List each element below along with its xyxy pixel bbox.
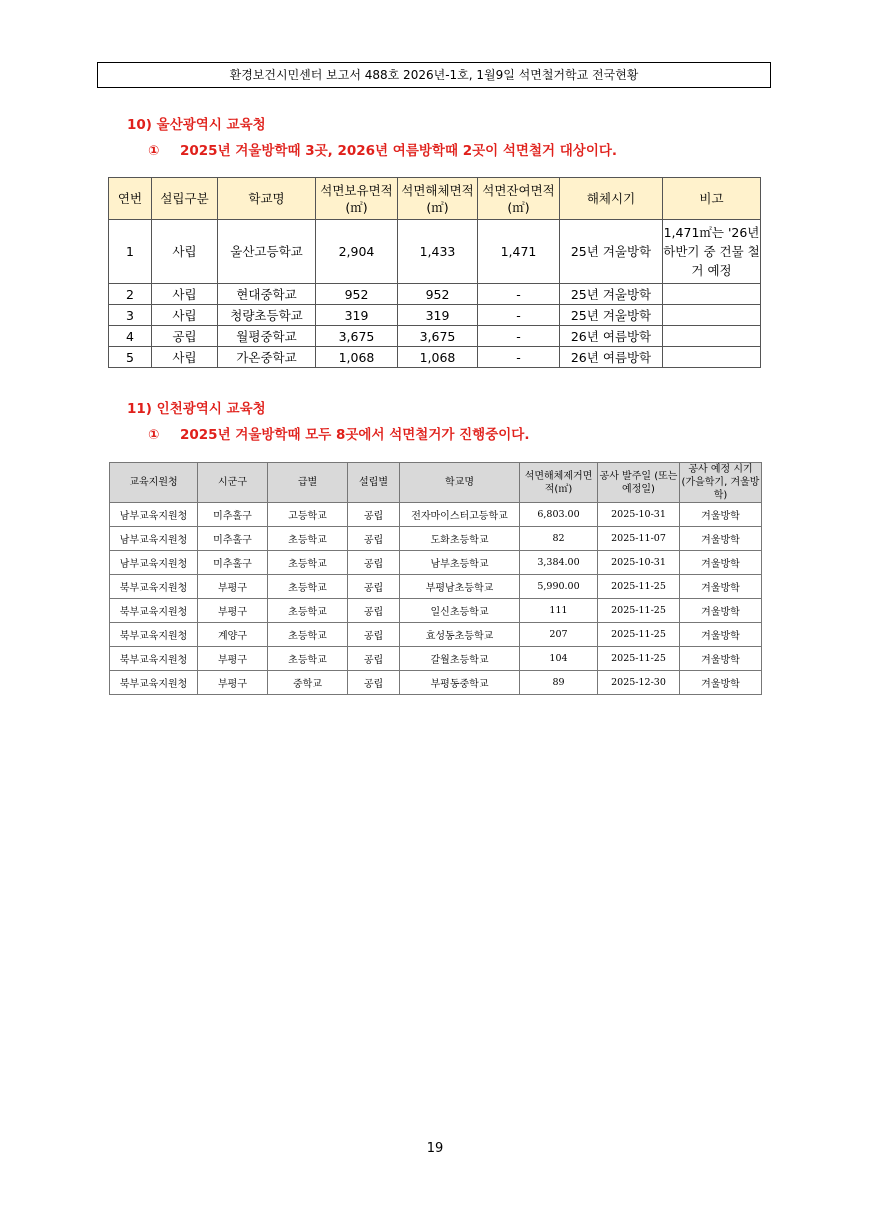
table-cell: 1,433 xyxy=(398,220,478,284)
table-cell: 공립 xyxy=(348,575,400,599)
section-11-title: 11) 인천광역시 교육청 xyxy=(127,401,266,417)
table-cell: 북부교육지원청 xyxy=(110,623,198,647)
table-cell: - xyxy=(478,347,560,368)
table-cell: 미추홀구 xyxy=(198,551,268,575)
table-cell: 952 xyxy=(398,284,478,305)
table-cell: 겨울방학 xyxy=(680,527,762,551)
table-row xyxy=(109,347,761,368)
column-header: 교육지원청 xyxy=(110,463,198,503)
table-cell: 북부교육지원청 xyxy=(110,575,198,599)
table-cell: - xyxy=(478,284,560,305)
table-cell: 청량초등학교 xyxy=(218,305,316,326)
bullet-1: ① xyxy=(148,143,160,159)
table-cell: 공립 xyxy=(348,671,400,695)
table-cell: 겨울방학 xyxy=(680,623,762,647)
table-header-row xyxy=(110,463,762,503)
table-cell: 3 xyxy=(109,305,152,326)
table-row xyxy=(110,503,762,527)
table-cell: 2025-11-25 xyxy=(598,575,680,599)
table-cell: 중학교 xyxy=(268,671,348,695)
table-cell: 319 xyxy=(398,305,478,326)
table-cell: 2025-11-25 xyxy=(598,623,680,647)
table-cell: 2025-11-25 xyxy=(598,599,680,623)
table-cell: 25년 겨울방학 xyxy=(560,284,663,305)
table-cell: 효성동초등학교 xyxy=(400,623,520,647)
table-cell: 부평구 xyxy=(198,575,268,599)
table-row xyxy=(109,305,761,326)
table-cell: 겨울방학 xyxy=(680,599,762,623)
column-header: 연번 xyxy=(109,178,152,220)
table-cell: 초등학교 xyxy=(268,599,348,623)
table-cell: 현대중학교 xyxy=(218,284,316,305)
section-11-subtitle-text: 2025년 겨울방학때 모두 8곳에서 석면철거가 진행중이다. xyxy=(180,427,530,443)
table-cell: - xyxy=(478,305,560,326)
column-header: 급별 xyxy=(268,463,348,503)
table-cell: 2025-10-31 xyxy=(598,551,680,575)
column-header: 석면해체제거면적(㎡) xyxy=(520,463,598,503)
table-cell: 부평동중학교 xyxy=(400,671,520,695)
table-row xyxy=(110,575,762,599)
table-cell: 2,904 xyxy=(316,220,398,284)
table-header-row xyxy=(109,178,761,220)
column-header: 해체시기 xyxy=(560,178,663,220)
table-cell: 갈월초등학교 xyxy=(400,647,520,671)
table-cell: 북부교육지원청 xyxy=(110,599,198,623)
table-cell: 104 xyxy=(520,647,598,671)
table-cell: 초등학교 xyxy=(268,647,348,671)
table-cell: 겨울방학 xyxy=(680,671,762,695)
table-cell: 26년 여름방학 xyxy=(560,326,663,347)
table-cell xyxy=(663,305,761,326)
table-cell: 전자마이스터고등학교 xyxy=(400,503,520,527)
table-cell: 6,803.00 xyxy=(520,503,598,527)
table-cell: 952 xyxy=(316,284,398,305)
column-header: 공사 예정 시기 (가을학기, 겨울방학) xyxy=(680,463,762,503)
table-cell: 2025-11-07 xyxy=(598,527,680,551)
table-cell xyxy=(663,284,761,305)
table-cell: 겨울방학 xyxy=(680,647,762,671)
table-cell: 공립 xyxy=(348,623,400,647)
table-cell: 월평중학교 xyxy=(218,326,316,347)
table-cell: 2 xyxy=(109,284,152,305)
table-cell: 겨울방학 xyxy=(680,503,762,527)
table-row xyxy=(110,671,762,695)
table-cell: 부평남초등학교 xyxy=(400,575,520,599)
table-cell: 1,471 xyxy=(478,220,560,284)
column-header: 공사 발주일 (또는 예정일) xyxy=(598,463,680,503)
section-10-subtitle xyxy=(148,139,617,159)
table-cell: 5 xyxy=(109,347,152,368)
table-cell: 남부교육지원청 xyxy=(110,551,198,575)
table-cell: 계양구 xyxy=(198,623,268,647)
table-cell: 북부교육지원청 xyxy=(110,671,198,695)
table-cell: 319 xyxy=(316,305,398,326)
table-row xyxy=(110,623,762,647)
table-cell: 미추홀구 xyxy=(198,527,268,551)
table-cell-note: 1,471㎡는 '26년 하반기 중 건물 철거 예정 xyxy=(663,220,761,284)
table-cell: 공립 xyxy=(348,647,400,671)
table-cell: 공립 xyxy=(152,326,218,347)
table-cell: 공립 xyxy=(348,599,400,623)
table-cell: 일신초등학교 xyxy=(400,599,520,623)
table-row xyxy=(109,284,761,305)
table-row xyxy=(110,599,762,623)
table-cell: 1 xyxy=(109,220,152,284)
table-cell: 4 xyxy=(109,326,152,347)
table-cell: 남부교육지원청 xyxy=(110,503,198,527)
table-cell: 가온중학교 xyxy=(218,347,316,368)
column-header: 시군구 xyxy=(198,463,268,503)
column-header: 석면해체면적(㎡) xyxy=(398,178,478,220)
table-cell: 부평구 xyxy=(198,599,268,623)
table-cell: 초등학교 xyxy=(268,551,348,575)
table-row xyxy=(109,326,761,347)
table-cell: 사립 xyxy=(152,284,218,305)
table-cell: 3,675 xyxy=(398,326,478,347)
table-cell: 3,384.00 xyxy=(520,551,598,575)
table-cell: 북부교육지원청 xyxy=(110,647,198,671)
column-header: 석면잔여면적(㎡) xyxy=(478,178,560,220)
section-11-subtitle xyxy=(148,423,529,443)
table-cell xyxy=(663,347,761,368)
table-cell: 111 xyxy=(520,599,598,623)
table-cell: 89 xyxy=(520,671,598,695)
table-cell: 도화초등학교 xyxy=(400,527,520,551)
table-cell: 사립 xyxy=(152,305,218,326)
table-cell: 25년 겨울방학 xyxy=(560,305,663,326)
table-cell: 2025-12-30 xyxy=(598,671,680,695)
table-cell: 부평구 xyxy=(198,671,268,695)
table-cell: 사립 xyxy=(152,347,218,368)
table-cell: 25년 겨울방학 xyxy=(560,220,663,284)
table-row xyxy=(110,527,762,551)
table-cell: 고등학교 xyxy=(268,503,348,527)
table-cell: 겨울방학 xyxy=(680,551,762,575)
table-cell: 3,675 xyxy=(316,326,398,347)
table-cell: 남부초등학교 xyxy=(400,551,520,575)
section-10-subtitle-text: 2025년 겨울방학때 3곳, 2026년 여름방학때 2곳이 석면철거 대상이다. xyxy=(180,143,618,159)
bullet-1: ① xyxy=(148,427,160,443)
table-cell: 5,990.00 xyxy=(520,575,598,599)
table-cell: 미추홀구 xyxy=(198,503,268,527)
column-header: 학교명 xyxy=(218,178,316,220)
table-cell: 82 xyxy=(520,527,598,551)
column-header: 설립별 xyxy=(348,463,400,503)
table-cell: 1,068 xyxy=(398,347,478,368)
ulsan-asbestos-table xyxy=(108,177,761,368)
table-cell xyxy=(663,326,761,347)
table-cell: 공립 xyxy=(348,551,400,575)
table-cell: 남부교육지원청 xyxy=(110,527,198,551)
column-header: 석면보유면적(㎡) xyxy=(316,178,398,220)
table-cell: 1,068 xyxy=(316,347,398,368)
table-cell: 26년 여름방학 xyxy=(560,347,663,368)
table-row xyxy=(109,220,761,284)
table-cell: 초등학교 xyxy=(268,575,348,599)
table-cell: 겨울방학 xyxy=(680,575,762,599)
column-header: 비고 xyxy=(663,178,761,220)
table-cell: - xyxy=(478,326,560,347)
table-row xyxy=(110,647,762,671)
table-cell: 공립 xyxy=(348,503,400,527)
table-cell: 울산고등학교 xyxy=(218,220,316,284)
table-cell: 초등학교 xyxy=(268,623,348,647)
table-cell: 공립 xyxy=(348,527,400,551)
table-cell: 초등학교 xyxy=(268,527,348,551)
incheon-asbestos-table xyxy=(109,462,762,695)
table-cell: 2025-11-25 xyxy=(598,647,680,671)
report-header: 환경보건시민센터 보고서 488호 2026년-1호, 1월9일 석면철거학교 전국현황 xyxy=(97,62,771,88)
section-10-title: 10) 울산광역시 교육청 xyxy=(127,117,266,133)
table-cell: 2025-10-31 xyxy=(598,503,680,527)
table-cell: 207 xyxy=(520,623,598,647)
table-cell: 부평구 xyxy=(198,647,268,671)
column-header: 학교명 xyxy=(400,463,520,503)
page-number: 19 xyxy=(426,1141,444,1156)
table-row xyxy=(110,551,762,575)
column-header: 설립구분 xyxy=(152,178,218,220)
table-cell: 사립 xyxy=(152,220,218,284)
